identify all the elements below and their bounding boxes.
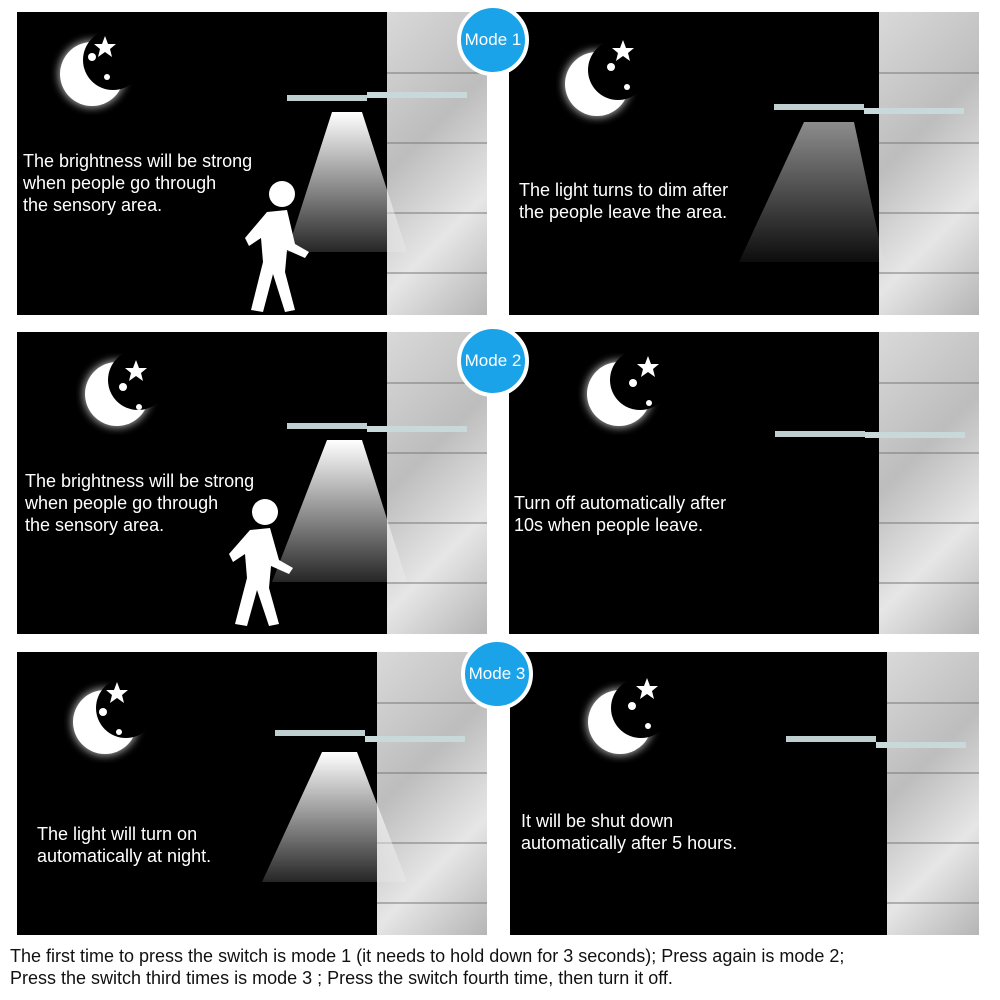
mode2-left-panel bbox=[17, 332, 487, 634]
mode2-right-caption: Turn off automatically after 10s when people leave. bbox=[514, 493, 727, 535]
light-beam bbox=[262, 752, 407, 882]
lamp-arm bbox=[287, 423, 367, 429]
light-beam bbox=[739, 122, 884, 262]
mode1-left-panel bbox=[17, 12, 487, 315]
mode2-badge: Mode 2 bbox=[457, 325, 529, 397]
night-scene-illustration bbox=[509, 12, 979, 315]
lamp-arm bbox=[275, 730, 365, 736]
night-scene-illustration bbox=[509, 332, 979, 634]
mode2-right-panel bbox=[509, 332, 979, 634]
mode2-left-caption: The brightness will be strong when people go through the sensory area. bbox=[25, 471, 255, 535]
instructions-text: The first time to press the switch is mode 1 (it needs to hold down for 3 seconds); Press again is mode 2; Press the switch third times is mode 3 ; Press the switch fourth time, then turn it off. bbox=[10, 946, 845, 988]
night-scene-illustration bbox=[510, 652, 979, 935]
lamp-arm bbox=[786, 736, 876, 742]
mode3-right-panel bbox=[510, 652, 979, 935]
mode3-right-caption: It will be shut down automatically after 5 hours. bbox=[521, 811, 738, 853]
mode3-badge: Mode 3 bbox=[461, 638, 533, 710]
moon-icon bbox=[585, 350, 670, 428]
moon-icon bbox=[58, 30, 143, 108]
light-beam bbox=[287, 112, 407, 252]
moon-icon bbox=[586, 678, 671, 756]
night-scene-illustration bbox=[17, 652, 487, 935]
lamp-arm bbox=[775, 431, 865, 437]
moon-icon bbox=[563, 40, 648, 118]
moon-icon bbox=[71, 678, 156, 756]
mode1-badge: Mode 1 bbox=[457, 4, 529, 76]
mode3-left-panel bbox=[17, 652, 487, 935]
lamp-arm bbox=[774, 104, 864, 110]
mode1-left-caption: The brightness will be strong when people go through the sensory area. bbox=[23, 151, 253, 215]
light-beam bbox=[272, 440, 407, 582]
mode1-right-panel bbox=[509, 12, 979, 315]
lamp-arm bbox=[287, 95, 367, 101]
mode3-left-caption: The light will turn on automatically at night. bbox=[37, 824, 212, 866]
mode1-right-caption: The light turns to dim after the people leave the area. bbox=[519, 180, 729, 222]
